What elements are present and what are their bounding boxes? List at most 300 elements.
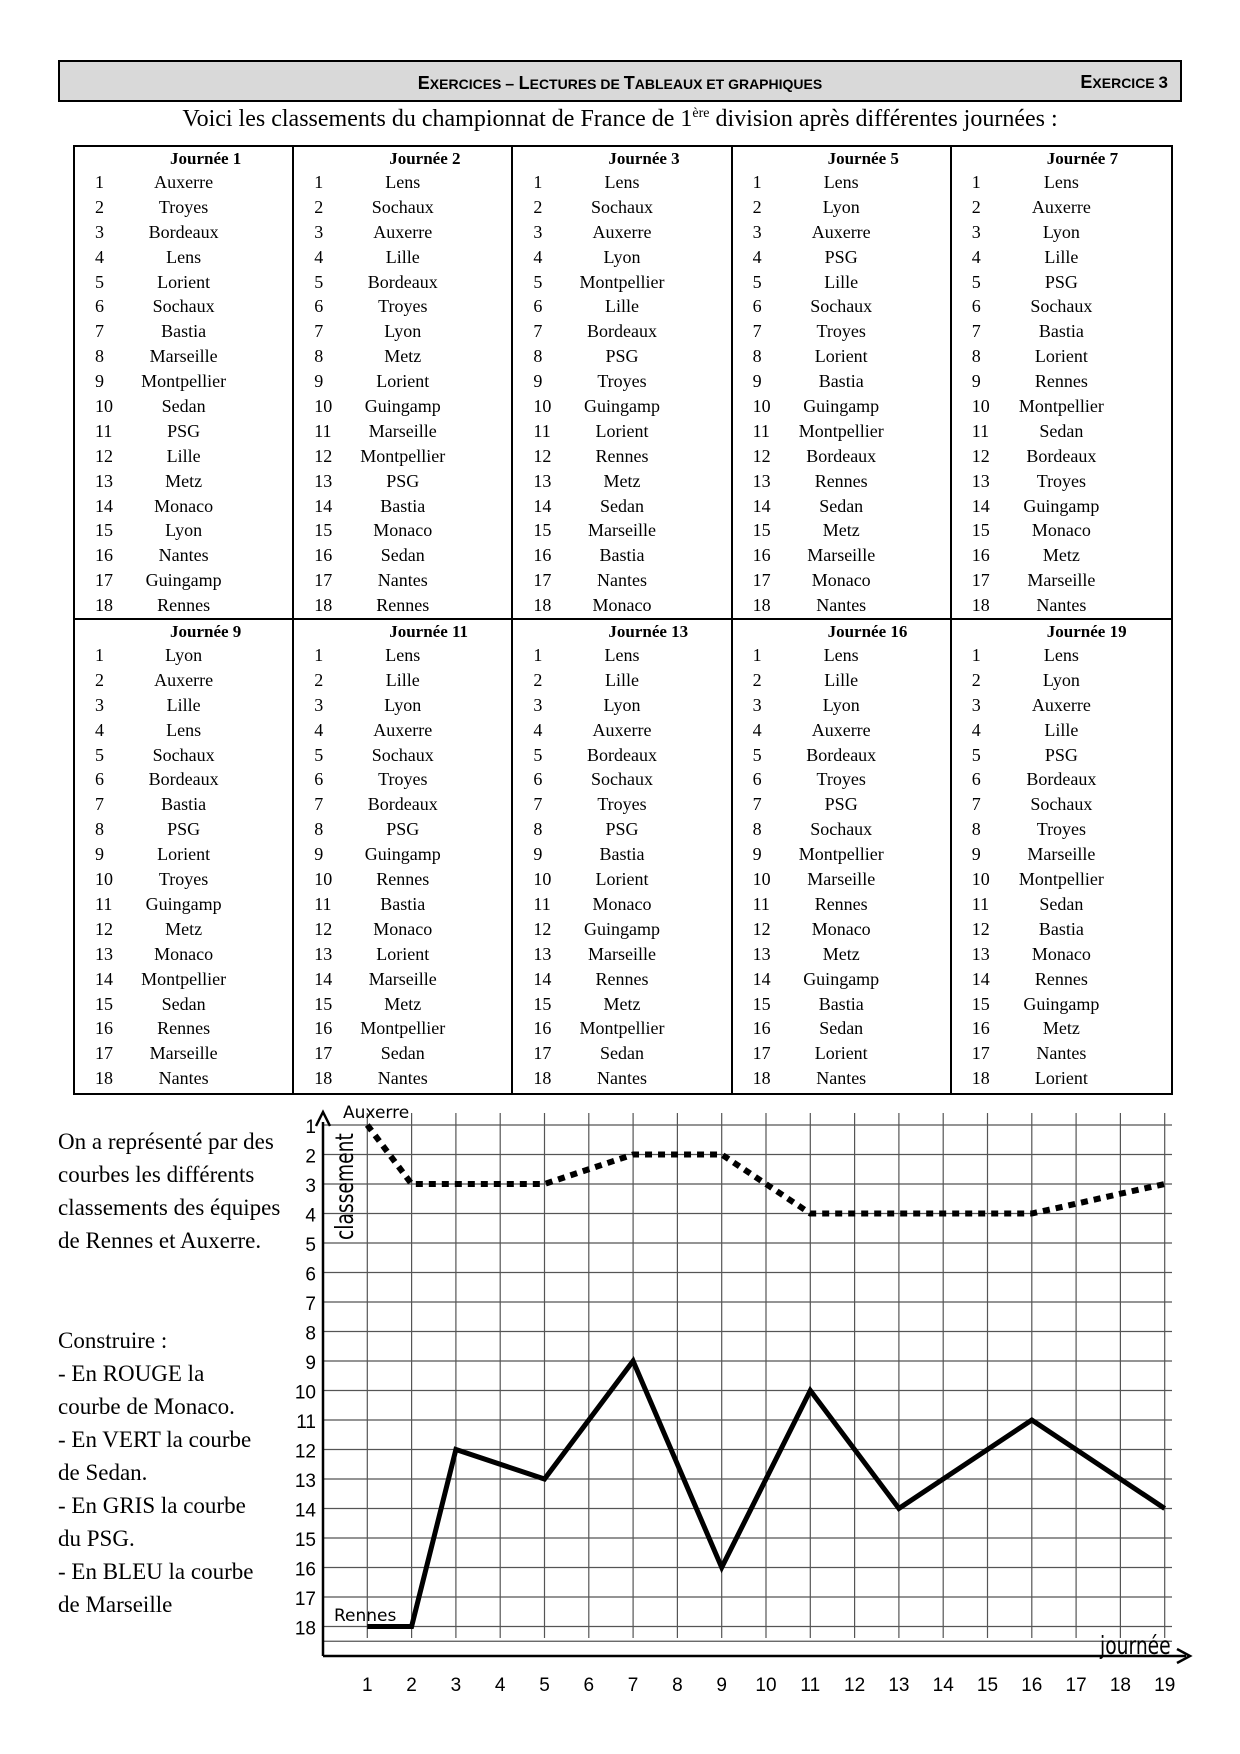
team-name: Lorient: [157, 271, 211, 292]
team-name: Rennes: [814, 893, 868, 914]
x-tick-label: 2: [406, 1675, 417, 1696]
rank-number: 16: [533, 1018, 552, 1039]
team-name: Sedan: [599, 1043, 644, 1064]
team-name: PSG: [824, 246, 858, 267]
rank-number: 13: [533, 943, 552, 964]
team-name: Sochaux: [152, 744, 215, 765]
team-name: Marseille: [1027, 570, 1096, 591]
rank-number: 8: [95, 346, 104, 367]
matchday-heading: Journée 1: [170, 149, 242, 168]
y-tick-label: 10: [294, 1382, 316, 1404]
team-name: Marseille: [149, 346, 218, 367]
team-name: Sedan: [1039, 420, 1084, 441]
team-name: Guingamp: [364, 844, 441, 865]
y-tick-label: 17: [294, 1589, 316, 1610]
rank-number: 7: [95, 321, 104, 342]
rank-number: 16: [95, 1018, 113, 1039]
text-line: Construire :: [58, 1328, 168, 1353]
rank-number: 7: [971, 321, 981, 342]
team-name: Guingamp: [583, 918, 660, 939]
rank-number: 4: [971, 246, 981, 267]
intro-superscript: ère: [692, 106, 710, 121]
team-name: Montpellier: [579, 271, 665, 292]
team-name: Lorient: [595, 869, 649, 890]
rank-number: 5: [314, 744, 324, 765]
team-name: Auxerre: [592, 221, 652, 242]
rank-number: 16: [752, 1018, 771, 1039]
x-tick-label: 14: [932, 1675, 954, 1696]
x-tick-label: 8: [672, 1675, 683, 1696]
rank-number: 6: [314, 769, 324, 790]
team-name: Troyes: [378, 296, 428, 317]
y-tick-label: 5: [305, 1235, 316, 1256]
rank-number: 16: [971, 545, 990, 566]
team-name: Montpellier: [579, 1018, 665, 1039]
y-tick-label: 15: [294, 1530, 316, 1551]
rank-number: 18: [533, 595, 552, 616]
rank-number: 17: [314, 1043, 333, 1064]
x-tick-label: 15: [976, 1675, 999, 1696]
team-name: Lens: [385, 172, 421, 192]
team-name: Lyon: [1042, 669, 1080, 690]
rank-number: 8: [314, 346, 324, 367]
text-line: classements des équipes: [58, 1195, 281, 1220]
rank-number: 13: [314, 943, 333, 964]
team-name: Bordeaux: [806, 445, 877, 466]
matchday-heading: Journée 7: [1046, 149, 1119, 168]
rank-number: 16: [752, 545, 771, 566]
team-name: Lyon: [384, 694, 422, 715]
team-name: Marseille: [368, 420, 437, 441]
team-name: PSG: [167, 819, 201, 840]
text-line: courbe de Monaco.: [58, 1394, 235, 1419]
rank-number: 13: [533, 470, 552, 491]
rank-number: 15: [314, 520, 333, 541]
rank-number: 15: [971, 520, 990, 541]
team-name: Auxerre: [811, 719, 871, 740]
team-name: Lyon: [1042, 221, 1080, 242]
rank-number: 1: [971, 645, 981, 666]
rank-number: 11: [95, 420, 113, 441]
x-tick-label: 3: [450, 1675, 462, 1696]
team-name: Rennes: [1034, 371, 1088, 392]
text-line: courbes les différents: [58, 1162, 255, 1187]
rank-number: 16: [533, 545, 552, 566]
rank-number: 8: [95, 819, 104, 840]
team-name: Auxerre: [154, 172, 214, 192]
rank-number: 7: [314, 794, 324, 815]
rank-number: 16: [314, 1018, 333, 1039]
rank-number: 14: [533, 968, 552, 989]
header-title: EXERCICES – LECTURES DE TABLEAUX ET GRAPHIQUES: [417, 73, 823, 93]
rank-number: 14: [971, 968, 990, 989]
rank-number: 17: [752, 570, 771, 591]
team-name: Bordeaux: [1026, 769, 1097, 790]
team-name: Nantes: [1036, 1043, 1087, 1064]
rank-number: 3: [971, 221, 981, 242]
team-name: Bordeaux: [367, 794, 438, 815]
rank-number: 6: [95, 769, 104, 790]
rank-number: 15: [95, 520, 113, 541]
team-name: Auxerre: [1031, 694, 1091, 715]
rank-number: 6: [752, 769, 762, 790]
matchday-heading: Journée 11: [389, 622, 469, 642]
rank-number: 11: [95, 893, 113, 914]
rank-number: 18: [314, 1068, 333, 1089]
team-name: Bastia: [818, 993, 864, 1014]
team-name: Monaco: [154, 943, 214, 964]
team-name: Troyes: [816, 321, 866, 342]
rank-number: 13: [95, 470, 113, 491]
team-name: Lille: [166, 445, 201, 466]
rank-number: 17: [533, 570, 552, 591]
rank-number: 17: [752, 1043, 771, 1064]
rank-number: 18: [533, 1068, 552, 1089]
rank-number: 3: [314, 694, 324, 715]
team-name: Bordeaux: [587, 321, 657, 342]
team-name: Marseille: [1027, 844, 1096, 865]
rank-number: 5: [752, 271, 762, 292]
rank-number: 7: [95, 794, 104, 815]
team-name: Sochaux: [810, 296, 873, 317]
matchday-heading: Journée 5: [827, 149, 899, 168]
rank-number: 11: [971, 893, 990, 914]
team-name: Lille: [385, 246, 420, 267]
x-tick-label: 9: [716, 1675, 727, 1696]
team-name: Sochaux: [371, 744, 434, 765]
matchday-heading: Journée 19: [1046, 622, 1127, 642]
rank-number: 12: [95, 445, 113, 466]
rank-number: 2: [752, 196, 762, 217]
rank-number: 1: [971, 172, 981, 192]
rank-number: 10: [95, 869, 113, 890]
rank-number: 12: [314, 918, 333, 939]
rank-number: 3: [752, 221, 762, 242]
rank-number: 4: [95, 246, 104, 267]
rank-number: 15: [314, 993, 333, 1014]
team-name: Troyes: [378, 769, 428, 790]
team-name: Lille: [824, 669, 859, 690]
team-name: Sedan: [380, 545, 425, 566]
rank-number: 5: [95, 271, 104, 292]
team-name: Lens: [604, 172, 640, 192]
y-tick-label: 12: [294, 1441, 316, 1463]
team-name: Lorient: [595, 420, 649, 441]
team-name: Lorient: [376, 943, 430, 964]
team-name: Bordeaux: [148, 769, 219, 790]
rank-number: 1: [314, 645, 324, 666]
rank-number: 18: [752, 1068, 771, 1089]
team-name: Lorient: [814, 1043, 868, 1064]
rank-number: 9: [533, 371, 543, 392]
team-name: Montpellier: [798, 844, 884, 865]
rank-number: 12: [971, 445, 990, 466]
team-name: Lyon: [165, 645, 203, 666]
x-tick-label: 4: [494, 1675, 506, 1696]
team-name: Montpellier: [360, 445, 446, 466]
team-name: Bastia: [161, 794, 207, 815]
rank-number: 17: [971, 1043, 990, 1064]
rank-number: 10: [533, 869, 552, 890]
rank-number: 4: [533, 246, 543, 267]
rank-number: 14: [971, 495, 990, 516]
team-name: Montpellier: [141, 968, 227, 989]
rank-number: 10: [533, 396, 552, 417]
y-tick-label: 1: [305, 1117, 316, 1138]
matchday-heading: Journée 16: [827, 622, 908, 642]
rank-number: 2: [95, 669, 104, 690]
rank-number: 12: [533, 445, 552, 466]
y-tick-label: 9: [305, 1353, 316, 1374]
team-name: Lille: [166, 694, 201, 715]
rank-number: 13: [971, 470, 990, 491]
team-name: Monaco: [1031, 520, 1091, 541]
team-name: Guingamp: [145, 893, 222, 914]
rank-number: 10: [314, 869, 333, 890]
rank-number: 3: [752, 694, 762, 715]
team-name: Marseille: [149, 1043, 218, 1064]
team-name: Bordeaux: [148, 221, 219, 242]
team-name: Montpellier: [798, 420, 884, 441]
rank-number: 6: [752, 296, 762, 317]
rank-number: 14: [95, 495, 113, 516]
rank-number: 5: [533, 271, 543, 292]
rank-number: 18: [95, 595, 113, 616]
text-line: de Sedan.: [58, 1460, 148, 1485]
team-name: Rennes: [595, 445, 649, 466]
team-name: Metz: [603, 470, 641, 491]
x-tick-label: 1: [362, 1675, 373, 1696]
rank-number: 6: [533, 769, 543, 790]
x-tick-label: 7: [627, 1675, 639, 1696]
team-name: Sedan: [380, 1043, 425, 1064]
team-name: PSG: [386, 819, 420, 840]
team-name: Lens: [166, 246, 202, 267]
team-name: Lille: [1044, 719, 1079, 740]
team-name: Sochaux: [590, 769, 653, 790]
team-name: PSG: [1044, 271, 1078, 292]
rank-number: 17: [533, 1043, 552, 1064]
rank-number: 2: [314, 669, 324, 690]
rank-number: 10: [971, 869, 990, 890]
rank-number: 6: [314, 296, 324, 317]
rank-number: 11: [533, 420, 551, 441]
rank-number: 14: [533, 495, 552, 516]
rank-number: 8: [971, 346, 981, 367]
team-name: Troyes: [1036, 819, 1087, 840]
matchday-heading: Journée 2: [389, 149, 461, 168]
x-tick-label: 12: [844, 1675, 866, 1696]
rank-number: 4: [314, 719, 324, 740]
y-tick-label: 18: [294, 1618, 316, 1640]
rank-number: 17: [971, 570, 990, 591]
rank-number: 17: [95, 570, 113, 591]
team-name: Sedan: [819, 495, 864, 516]
x-tick-label: 6: [583, 1675, 595, 1696]
team-name: Sochaux: [1030, 296, 1093, 317]
team-name: Rennes: [157, 595, 211, 616]
rank-number: 12: [752, 445, 771, 466]
rank-number: 8: [752, 346, 762, 367]
rank-number: 18: [971, 1068, 990, 1089]
text-line: On a représenté par des: [58, 1129, 274, 1154]
team-name: PSG: [824, 794, 858, 815]
team-name: Metz: [1042, 1018, 1080, 1039]
y-tick-label: 4: [305, 1205, 316, 1227]
y-tick-label: 6: [305, 1264, 316, 1286]
series-label-rennes: Rennes: [334, 1606, 397, 1626]
team-name: Lorient: [376, 371, 430, 392]
team-name: Sochaux: [1030, 794, 1093, 815]
team-name: Monaco: [811, 570, 871, 591]
rank-number: 14: [314, 495, 333, 516]
team-name: Sedan: [819, 1018, 864, 1039]
rank-number: 4: [95, 719, 104, 740]
rank-number: 11: [971, 420, 990, 441]
y-tick-label: 3: [305, 1176, 316, 1197]
rank-number: 18: [971, 595, 990, 616]
team-name: Nantes: [158, 545, 209, 566]
team-name: Monaco: [592, 595, 652, 616]
rank-number: 9: [971, 371, 981, 392]
rank-number: 5: [971, 744, 981, 765]
team-name: Rennes: [157, 1018, 211, 1039]
team-name: Lorient: [157, 844, 211, 865]
rank-number: 7: [971, 794, 981, 815]
rank-number: 10: [971, 396, 990, 417]
team-name: Guingamp: [145, 570, 222, 591]
rank-number: 15: [95, 993, 113, 1014]
x-tick-label: 13: [888, 1675, 910, 1696]
rank-number: 12: [314, 445, 333, 466]
team-name: Rennes: [376, 869, 430, 890]
exercise-number: EXERCICE 3: [1080, 72, 1168, 92]
rank-number: 11: [752, 893, 770, 914]
rank-number: 2: [971, 669, 981, 690]
team-name: Sochaux: [810, 819, 873, 840]
y-tick-label: 2: [305, 1146, 316, 1168]
team-name: Lille: [824, 271, 859, 292]
rank-number: 7: [533, 794, 543, 815]
team-name: Monaco: [811, 918, 871, 939]
team-name: Metz: [603, 993, 641, 1014]
team-name: Lyon: [822, 196, 860, 217]
rank-number: 15: [533, 993, 552, 1014]
y-tick-label: 13: [294, 1471, 316, 1492]
rank-number: 16: [95, 545, 113, 566]
rank-number: 3: [533, 694, 543, 715]
team-name: Lorient: [1034, 346, 1088, 367]
team-name: Rennes: [1034, 968, 1088, 989]
rank-number: 4: [752, 246, 762, 267]
rank-number: 11: [314, 420, 332, 441]
team-name: Sedan: [1039, 893, 1084, 914]
matchday-heading: Journée 3: [608, 149, 680, 168]
x-axis-label: journée: [1100, 1631, 1171, 1661]
rank-number: 8: [752, 819, 762, 840]
text-line: du PSG.: [58, 1526, 135, 1551]
team-name: Guingamp: [1023, 993, 1100, 1014]
rank-number: 15: [752, 520, 771, 541]
text-line: de Marseille: [58, 1592, 173, 1617]
team-name: Auxerre: [154, 669, 214, 690]
team-name: Metz: [384, 346, 422, 367]
rank-number: 1: [752, 172, 762, 192]
rank-number: 9: [533, 844, 543, 865]
team-name: Lyon: [384, 321, 422, 342]
team-name: Lyon: [165, 520, 203, 541]
rank-number: 9: [752, 371, 762, 392]
team-name: Sochaux: [590, 196, 653, 217]
team-name: Lille: [604, 669, 639, 690]
team-name: Sedan: [599, 495, 644, 516]
team-name: Montpellier: [360, 1018, 446, 1039]
rank-number: 4: [314, 246, 324, 267]
rank-number: 14: [752, 968, 771, 989]
team-name: Bastia: [599, 545, 645, 566]
team-name: Lille: [1044, 246, 1079, 267]
rank-number: 4: [971, 719, 981, 740]
rank-number: 1: [95, 645, 104, 666]
rank-number: 13: [95, 943, 113, 964]
team-name: Lille: [385, 669, 420, 690]
rank-number: 9: [314, 844, 324, 865]
team-name: Bordeaux: [587, 744, 657, 765]
y-tick-label: 16: [294, 1559, 316, 1581]
team-name: Nantes: [377, 1068, 428, 1089]
team-name: Monaco: [154, 495, 214, 516]
rank-number: 2: [752, 669, 762, 690]
rank-number: 4: [752, 719, 762, 740]
team-name: PSG: [386, 470, 420, 491]
rank-number: 2: [533, 669, 543, 690]
team-name: Montpellier: [1018, 869, 1104, 890]
text-line: - En ROUGE la: [58, 1361, 205, 1386]
rank-number: 8: [971, 819, 981, 840]
team-name: Rennes: [595, 968, 649, 989]
rank-number: 5: [533, 744, 543, 765]
team-name: Troyes: [158, 869, 209, 890]
rank-number: 3: [533, 221, 543, 242]
team-name: Nantes: [816, 595, 867, 616]
team-name: Montpellier: [141, 371, 227, 392]
rank-number: 6: [95, 296, 104, 317]
rank-number: 1: [533, 645, 543, 666]
rank-number: 7: [314, 321, 324, 342]
rank-number: 3: [95, 694, 104, 715]
team-name: Lyon: [603, 694, 641, 715]
rank-number: 3: [971, 694, 981, 715]
team-name: Lens: [1043, 172, 1079, 192]
team-name: Bastia: [380, 495, 426, 516]
rank-number: 2: [971, 196, 981, 217]
text-line: - En BLEU la courbe: [58, 1559, 254, 1584]
team-name: Marseille: [807, 545, 876, 566]
rank-number: 1: [533, 172, 543, 192]
team-name: PSG: [167, 420, 201, 441]
rank-number: 17: [95, 1043, 113, 1064]
team-name: Metz: [1042, 545, 1080, 566]
team-name: Bordeaux: [806, 744, 877, 765]
rank-number: 2: [314, 196, 324, 217]
team-name: Marseille: [588, 520, 656, 541]
rank-number: 9: [314, 371, 324, 392]
team-name: Sochaux: [371, 196, 434, 217]
team-name: Auxerre: [592, 719, 652, 740]
team-name: Auxerre: [373, 221, 433, 242]
rank-number: 15: [533, 520, 552, 541]
matchday-heading: Journée 13: [608, 622, 689, 642]
